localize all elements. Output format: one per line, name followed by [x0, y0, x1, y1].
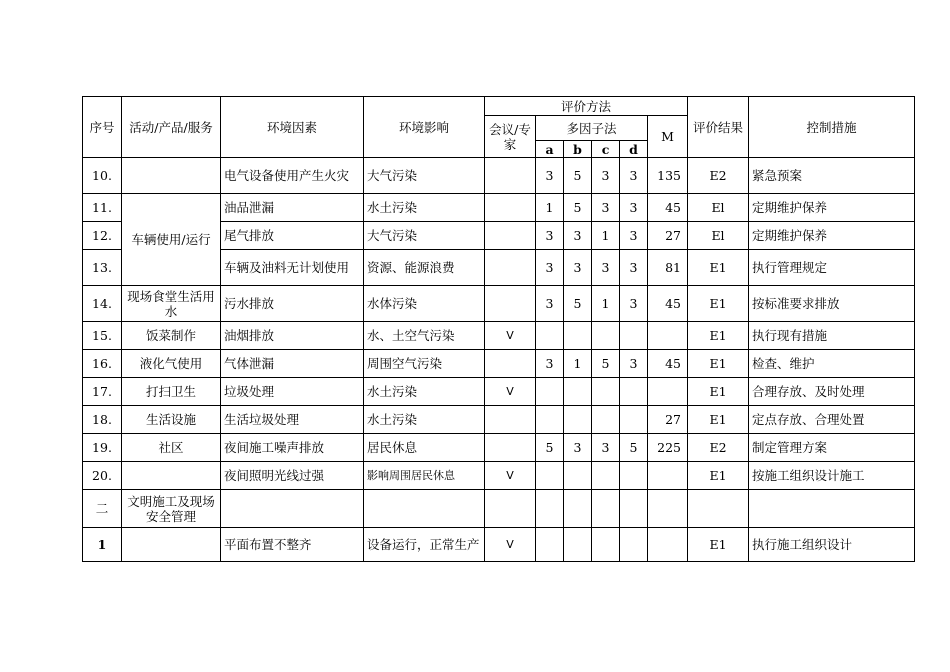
cell-c: 1	[592, 222, 620, 250]
cell-a: 5	[536, 434, 564, 462]
cell-b	[564, 490, 592, 528]
table-row	[83, 490, 915, 528]
cell-control: 执行管理规定	[749, 250, 915, 286]
cell-factor: 平面布置不整齐	[221, 528, 364, 562]
cell-b: 3	[564, 250, 592, 286]
cell-a	[536, 528, 564, 562]
cell-b	[564, 322, 592, 350]
cell-d: 3	[620, 158, 648, 194]
cell-meeting	[485, 250, 536, 286]
cell-b	[564, 378, 592, 406]
cell-activity	[122, 462, 221, 490]
cell-c	[592, 490, 620, 528]
cell-meeting	[485, 490, 536, 528]
cell-control: 执行施工组织设计	[749, 528, 915, 562]
cell-m	[648, 462, 688, 490]
cell-c: 3	[592, 250, 620, 286]
table-row	[83, 462, 915, 490]
cell-b	[564, 528, 592, 562]
cell-impact: 周围空气污染	[364, 350, 485, 378]
cell-b: 5	[564, 194, 592, 222]
cell-factor: 夜间施工噪声排放	[221, 434, 364, 462]
cell-seq: 1	[83, 528, 122, 562]
cell-a	[536, 462, 564, 490]
cell-seq: 10.	[83, 158, 122, 194]
cell-a: 3	[536, 350, 564, 378]
cell-activity: 液化气使用	[122, 350, 221, 378]
cell-a: 3	[536, 286, 564, 322]
cell-m	[648, 490, 688, 528]
cell-c	[592, 528, 620, 562]
cell-activity: 饭菜制作	[122, 322, 221, 350]
cell-seq: 15.	[83, 322, 122, 350]
cell-b: 5	[564, 286, 592, 322]
cell-meeting	[485, 350, 536, 378]
cell-a	[536, 490, 564, 528]
header-c: c	[592, 141, 620, 158]
cell-c: 5	[592, 350, 620, 378]
cell-impact: 居民休息	[364, 434, 485, 462]
header-a: a	[536, 141, 564, 158]
cell-activity: 打扫卫生	[122, 378, 221, 406]
cell-m: 45	[648, 286, 688, 322]
cell-c: 3	[592, 434, 620, 462]
cell-impact: 资源、能源浪费	[364, 250, 485, 286]
cell-b: 3	[564, 434, 592, 462]
cell-a: 1	[536, 194, 564, 222]
cell-result: El	[688, 222, 749, 250]
cell-a	[536, 378, 564, 406]
cell-activity: 文明施工及现场安全管理	[122, 490, 221, 528]
cell-b	[564, 406, 592, 434]
cell-m: 225	[648, 434, 688, 462]
cell-control: 紧急预案	[749, 158, 915, 194]
cell-m	[648, 378, 688, 406]
cell-impact: 水土污染	[364, 194, 485, 222]
cell-seq: 20.	[83, 462, 122, 490]
cell-a: 3	[536, 222, 564, 250]
cell-seq: 17.	[83, 378, 122, 406]
cell-factor: 车辆及油料无计划使用	[221, 250, 364, 286]
cell-factor: 电气设备使用产生火灾	[221, 158, 364, 194]
cell-factor: 油品泄漏	[221, 194, 364, 222]
cell-impact: 水土污染	[364, 406, 485, 434]
cell-result: El	[688, 194, 749, 222]
cell-control: 执行现有措施	[749, 322, 915, 350]
cell-impact	[364, 490, 485, 528]
cell-control: 检查、维护	[749, 350, 915, 378]
cell-d: 3	[620, 250, 648, 286]
cell-result: E1	[688, 462, 749, 490]
cell-meeting	[485, 158, 536, 194]
cell-c: 3	[592, 194, 620, 222]
cell-meeting	[485, 434, 536, 462]
table-row	[83, 286, 915, 322]
cell-seq: 二	[83, 490, 122, 528]
cell-control: 合理存放、及时处理	[749, 378, 915, 406]
cell-c: 3	[592, 158, 620, 194]
table-row	[83, 158, 915, 194]
cell-control: 制定管理方案	[749, 434, 915, 462]
cell-impact: 水体污染	[364, 286, 485, 322]
cell-d	[620, 462, 648, 490]
header-meeting: 会议/专家	[485, 116, 536, 158]
cell-meeting	[485, 194, 536, 222]
cell-meeting: V	[485, 378, 536, 406]
table-row	[83, 378, 915, 406]
cell-control	[749, 490, 915, 528]
cell-result: E1	[688, 378, 749, 406]
cell-c	[592, 462, 620, 490]
cell-seq: 16.	[83, 350, 122, 378]
cell-meeting	[485, 222, 536, 250]
cell-m	[648, 528, 688, 562]
header-result: 评价结果	[688, 97, 749, 158]
cell-meeting: V	[485, 462, 536, 490]
cell-m: 45	[648, 350, 688, 378]
cell-result: E1	[688, 406, 749, 434]
cell-control: 定点存放、合理处置	[749, 406, 915, 434]
header-control: 控制措施	[749, 97, 915, 158]
cell-result	[688, 490, 749, 528]
cell-meeting: V	[485, 322, 536, 350]
cell-c	[592, 378, 620, 406]
table-row	[83, 194, 915, 222]
cell-b: 3	[564, 222, 592, 250]
cell-factor: 尾气排放	[221, 222, 364, 250]
table-row	[83, 350, 915, 378]
cell-d	[620, 378, 648, 406]
cell-result: E1	[688, 350, 749, 378]
cell-d: 3	[620, 222, 648, 250]
cell-result: E2	[688, 158, 749, 194]
cell-b: 5	[564, 158, 592, 194]
cell-control: 定期维护保养	[749, 222, 915, 250]
header-b: b	[564, 141, 592, 158]
cell-meeting	[485, 406, 536, 434]
cell-activity: 生活设施	[122, 406, 221, 434]
header-impact: 环境影响	[364, 97, 485, 158]
cell-result: E2	[688, 434, 749, 462]
cell-result: E1	[688, 528, 749, 562]
cell-m: 27	[648, 222, 688, 250]
cell-m: 81	[648, 250, 688, 286]
cell-factor: 夜间照明光线过强	[221, 462, 364, 490]
cell-factor: 垃圾处理	[221, 378, 364, 406]
cell-a	[536, 322, 564, 350]
header-seq: 序号	[83, 97, 122, 158]
cell-c	[592, 322, 620, 350]
table-row	[83, 406, 915, 434]
cell-result: E1	[688, 250, 749, 286]
cell-control: 按施工组织设计施工	[749, 462, 915, 490]
cell-d	[620, 406, 648, 434]
cell-impact: 水、土空气污染	[364, 322, 485, 350]
table-row	[83, 322, 915, 350]
cell-factor: 气体泄漏	[221, 350, 364, 378]
header-method: 评价方法	[485, 97, 688, 116]
cell-seq: 11.	[83, 194, 122, 222]
evaluation-table	[82, 96, 915, 562]
cell-activity: 现场食堂生活用水	[122, 286, 221, 322]
cell-m: 135	[648, 158, 688, 194]
cell-b: 1	[564, 350, 592, 378]
cell-impact: 大气污染	[364, 222, 485, 250]
cell-impact: 设备运行，正常生产	[364, 528, 485, 562]
cell-d: 3	[620, 350, 648, 378]
cell-impact: 水土污染	[364, 378, 485, 406]
cell-activity: 车辆使用/运行	[122, 194, 221, 286]
cell-a: 3	[536, 158, 564, 194]
cell-c: 1	[592, 286, 620, 322]
cell-factor: 油烟排放	[221, 322, 364, 350]
cell-control: 定期维护保养	[749, 194, 915, 222]
header-m: M	[648, 116, 688, 158]
cell-a	[536, 406, 564, 434]
cell-control: 按标准要求排放	[749, 286, 915, 322]
cell-seq: 18.	[83, 406, 122, 434]
cell-meeting: V	[485, 528, 536, 562]
cell-result: E1	[688, 286, 749, 322]
header-activity: 活动/产品/服务	[122, 97, 221, 158]
cell-factor: 生活垃圾处理	[221, 406, 364, 434]
cell-d: 3	[620, 286, 648, 322]
cell-activity	[122, 528, 221, 562]
cell-a: 3	[536, 250, 564, 286]
cell-factor	[221, 490, 364, 528]
cell-seq: 14.	[83, 286, 122, 322]
header-factor: 环境因素	[221, 97, 364, 158]
cell-factor: 污水排放	[221, 286, 364, 322]
cell-c	[592, 406, 620, 434]
cell-impact: 影响周围居民休息	[364, 462, 485, 490]
cell-activity	[122, 158, 221, 194]
cell-activity: 社区	[122, 434, 221, 462]
cell-m	[648, 322, 688, 350]
cell-b	[564, 462, 592, 490]
cell-d: 5	[620, 434, 648, 462]
cell-meeting	[485, 286, 536, 322]
cell-d	[620, 490, 648, 528]
header-d: d	[620, 141, 648, 158]
cell-d	[620, 322, 648, 350]
cell-seq: 12.	[83, 222, 122, 250]
cell-result: E1	[688, 322, 749, 350]
cell-m: 45	[648, 194, 688, 222]
cell-d	[620, 528, 648, 562]
table-row	[83, 434, 915, 462]
cell-seq: 19.	[83, 434, 122, 462]
cell-d: 3	[620, 194, 648, 222]
cell-m: 27	[648, 406, 688, 434]
header-multi-factor: 多因子法	[536, 116, 648, 141]
table-row	[83, 528, 915, 562]
cell-impact: 大气污染	[364, 158, 485, 194]
cell-seq: 13.	[83, 250, 122, 286]
